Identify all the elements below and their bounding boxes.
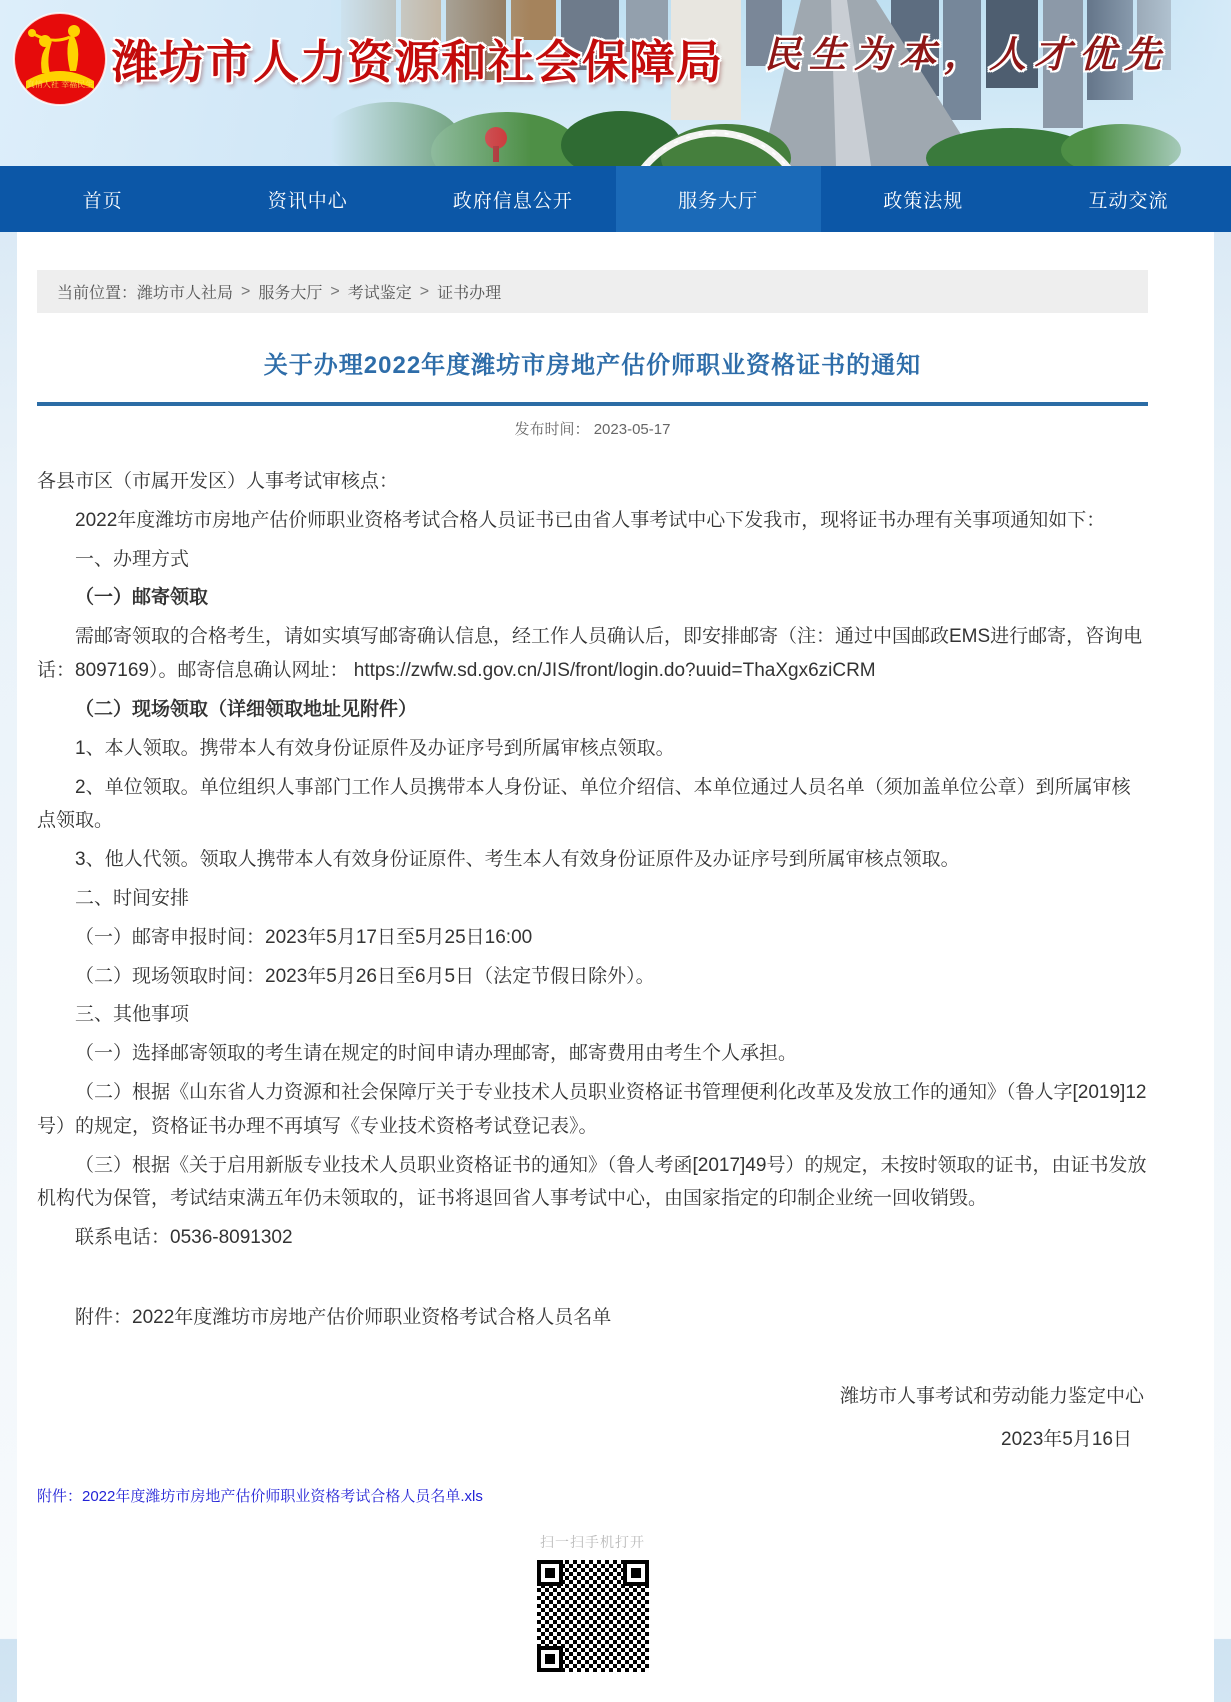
breadcrumb-separator: > [241, 282, 251, 300]
section-heading: 三、其他事项 [75, 1004, 190, 1026]
breadcrumb-item-bureau[interactable]: 潍坊市人社局 [137, 285, 234, 302]
paragraph: 2022年度潍坊市房地产估价师职业资格考试合格人员证书已由省人事考试中心下发我市，现将证书办理有关事项通知如下： [75, 509, 1106, 531]
site-slogan: 民生为本，人才优先 [764, 32, 1169, 76]
attachment-link[interactable]: 附件：2022年度潍坊市房地产估价师职业资格考试合格人员名单.xls [37, 1487, 483, 1505]
section-heading: 二、时间安排 [75, 887, 190, 909]
nav-item-home[interactable]: 首页 [82, 190, 123, 212]
qr-finder-icon [537, 1560, 563, 1586]
qr-finder-icon [537, 1646, 563, 1672]
article-body [37, 465, 1148, 1335]
contact-phone: 联系电话：0536-8091302 [75, 1227, 293, 1249]
nav-item-news[interactable]: 资讯中心 [267, 190, 348, 212]
site-title: 潍坊市人力资源和社会保障局 [112, 36, 723, 88]
breadcrumb-item-service-hall[interactable]: 服务大厅 [258, 285, 323, 302]
title-divider [37, 402, 1148, 406]
breadcrumb-prefix: 当前位置： [57, 285, 138, 302]
paragraph: （三）根据《关于启用新版专业技术人员职业资格证书的通知》（鲁人考函[2017]49号）的规定，未按时领取的证书，由证书发放机构代为保管，考试结束满五年仍未领取的，证书将退回省人事考试中心，由国家指定的印制企业统一回收销毁。 [37, 1154, 1147, 1210]
attachment-row [37, 1485, 1148, 1506]
breadcrumb-separator: > [419, 282, 430, 300]
publish-date: 发布时间： 2023-05-17 [514, 421, 671, 438]
site-header [0, 0, 1231, 166]
qr-section [37, 1532, 1148, 1672]
paragraph: 需邮寄领取的合格考生，请如实填写邮寄确认信息，经工作人员确认后，即安排邮寄（注：通过中国邮政EMS进行邮寄，咨询电话：8097169）。邮寄信息确认网址： https://zwfw.sd.gov.cn/JIS/front/login.do?uuid=ThaXgx6ziCRM [37, 626, 1143, 682]
qr-caption: 扫一扫手机打开 [540, 1533, 645, 1550]
paragraph: （二）现场领取时间：2023年5月26日至6月5日（法定节假日除外）。 [75, 965, 655, 987]
subsection-heading: （一）邮寄领取 [75, 587, 209, 609]
qr-finder-icon [623, 1560, 649, 1586]
paragraph: 3、他人代领。领取人携带本人有效身份证原件、考生本人有效身份证原件及办证序号到所属审核点领取。 [75, 849, 960, 871]
breadcrumb [37, 270, 1148, 313]
paragraph: 各县市区（市属开发区）人事考试审核点： [37, 471, 399, 492]
subsection-heading: （二）现场领取（详细领取地址见附件） [75, 698, 418, 720]
attachment-mention: 附件：2022年度潍坊市房地产估价师职业资格考试合格人员名单 [75, 1307, 612, 1329]
paragraph: 1、本人领取。携带本人有效身份证原件及办证序号到所属审核点领取。 [75, 737, 675, 759]
paragraph: （一）选择邮寄领取的考生请在规定的时间申请办理邮寄，邮寄费用由考生个人承担。 [75, 1043, 798, 1065]
logo-motto: 真情人社 幸福民生 [26, 80, 94, 89]
breadcrumb-item-certificate[interactable]: 证书办理 [437, 285, 502, 302]
content-panel [17, 232, 1214, 1702]
qr-code [537, 1560, 649, 1672]
nav-item-gov-info[interactable]: 政府信息公开 [452, 190, 573, 212]
nav-item-interaction[interactable]: 互动交流 [1088, 190, 1169, 212]
signature-org: 潍坊市人事考试和劳动能力鉴定中心 [839, 1385, 1144, 1407]
nav-item-service-hall[interactable]: 服务大厅 [616, 166, 821, 232]
main-nav [0, 166, 1231, 232]
breadcrumb-item-exam[interactable]: 考试鉴定 [347, 285, 412, 302]
paragraph: （二）根据《山东省人力资源和社会保障厅关于专业技术人员职业资格证书管理便利化改革及发放工作的通知》（鲁人字[2019]12号）的规定，资格证书办理不再填写《专业技术资格考试登记表》。 [37, 1082, 1147, 1137]
section-heading: 一、办理方式 [75, 548, 190, 570]
nav-item-policy[interactable]: 政策法规 [883, 190, 964, 212]
article-title: 关于办理2022年度潍坊市房地产估价师职业资格证书的通知 [263, 352, 922, 379]
bureau-logo[interactable] [12, 11, 108, 107]
breadcrumb-separator: > [330, 282, 340, 300]
signature-date: 2023年5月16日 [1001, 1428, 1132, 1450]
paragraph: 2、单位领取。单位组织人事部门工作人员携带本人身份证、单位介绍信、本单位通过人员名单（须加盖单位公章）到所属审核点领取。 [37, 776, 1131, 832]
paragraph: （一）邮寄申报时间：2023年5月17日至5月25日16:00 [75, 926, 533, 948]
